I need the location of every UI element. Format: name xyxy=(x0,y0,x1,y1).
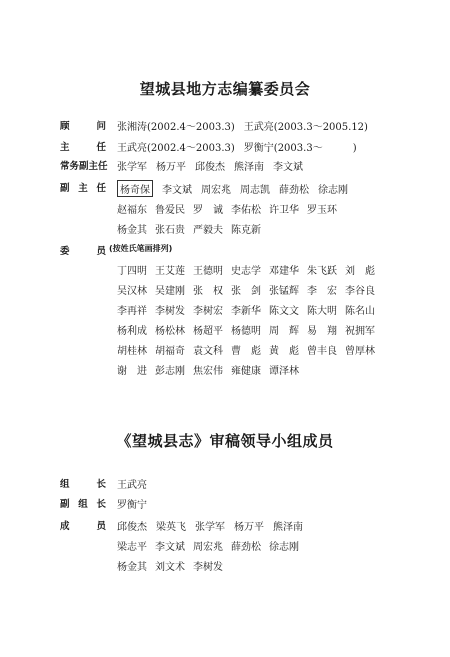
person-name: 杨金其 xyxy=(117,562,147,573)
person-name: 刘 彪 xyxy=(345,266,375,277)
person-name: 杨利成 xyxy=(117,326,147,337)
person-name: 王德明 xyxy=(193,266,223,277)
person-name: 朱飞跃 xyxy=(307,266,337,277)
person-name: 刘文术 xyxy=(155,562,185,573)
standing-vice-role: 常务副主任 xyxy=(60,161,108,172)
group-members-line2 xyxy=(117,538,307,553)
members-line2 xyxy=(117,282,383,297)
person-name: 李文斌 xyxy=(162,185,192,196)
person-name: 陈克新 xyxy=(231,225,261,236)
role-char: 主 xyxy=(60,142,70,153)
person-name: 罗 诚 xyxy=(193,205,223,216)
person-name: 黄 彪 xyxy=(269,346,299,357)
person-name: 李文斌 xyxy=(155,542,185,553)
person-name: 袁文科 xyxy=(193,346,223,357)
members-line3 xyxy=(117,302,383,317)
role-char: 副 xyxy=(60,183,70,194)
person-name: 张锰辉 xyxy=(269,286,299,297)
person-name: 张 权 xyxy=(193,286,223,297)
person-name: 杨超平 xyxy=(193,326,223,337)
committee-title: 望城县地方志编纂委员会 xyxy=(139,80,311,98)
person-name: 徐志刚 xyxy=(318,185,348,196)
role-char: 任 xyxy=(96,183,106,194)
vice-directors-line3 xyxy=(117,221,269,236)
person-name: 焦宏伟 xyxy=(193,366,223,377)
advisors-names xyxy=(117,118,377,133)
leader-role xyxy=(60,476,106,490)
person-name: 史志学 xyxy=(231,266,261,277)
person-name: 李文斌 xyxy=(273,162,303,173)
person-name: 陈大明 xyxy=(307,306,337,317)
vice-directors-line2 xyxy=(117,201,345,216)
person-name: 周宏兆 xyxy=(201,185,231,196)
role-char: 主 xyxy=(78,183,88,194)
advisors-role xyxy=(60,118,106,132)
role-char: 员 xyxy=(96,521,106,532)
person-name: 雍健康 xyxy=(231,366,261,377)
person-name: 李佑松 xyxy=(231,205,261,216)
person-name: 张学军 xyxy=(117,162,147,173)
person-name: 赵福东 xyxy=(117,205,147,216)
person-name: 李树宏 xyxy=(193,306,223,317)
role-char: 长 xyxy=(96,479,106,490)
person-name: 张湘涛(2002.4～2003.3) xyxy=(117,122,235,133)
person-name: 鲁爱民 xyxy=(155,205,185,216)
person-name: 周志凯 xyxy=(240,185,270,196)
person-name: 杨松林 xyxy=(155,326,185,337)
person-name: 罗玉环 xyxy=(307,205,337,216)
person-name: 杨德明 xyxy=(231,326,261,337)
person-name: 祝拥军 xyxy=(345,326,375,337)
person-name: 梁志平 xyxy=(117,542,147,553)
person-name: 胡桂林 xyxy=(117,346,147,357)
person-name: 曾厚林 xyxy=(345,346,375,357)
person-name: 谭泽林 xyxy=(269,366,299,377)
role-char: 组 xyxy=(60,479,70,490)
role-char: 员 xyxy=(96,246,106,257)
person-name: 杨万平 xyxy=(234,522,264,533)
person-name: 熊泽南 xyxy=(234,162,264,173)
person-name: 谢 进 xyxy=(117,366,147,377)
person-name: 张学军 xyxy=(195,522,225,533)
person-name: 陈名山 xyxy=(345,306,375,317)
person-name: 李新华 xyxy=(231,306,261,317)
role-char: 副 xyxy=(60,499,70,510)
person-name: 杨万平 xyxy=(156,162,186,173)
person-name: 薛劲松 xyxy=(279,185,309,196)
person-name: 张 剑 xyxy=(231,286,261,297)
person-name: 杨奇保 xyxy=(117,180,153,197)
person-name: 吴汉林 xyxy=(117,286,147,297)
person-name: 李树发 xyxy=(193,562,223,573)
vice-directors-line1 xyxy=(117,180,357,197)
members-line4 xyxy=(117,322,383,337)
person-name: 吴建刚 xyxy=(155,286,185,297)
vice-leader-role xyxy=(60,496,106,510)
role-char: 问 xyxy=(96,121,106,132)
person-name: 曾丰良 xyxy=(307,346,337,357)
person-name: 梁英飞 xyxy=(156,522,186,533)
person-name: 周 辉 xyxy=(269,326,299,337)
role-char: 成 xyxy=(60,521,70,532)
person-name: 薛劲松 xyxy=(231,542,261,553)
person-name: 王艾莲 xyxy=(155,266,185,277)
leader-names xyxy=(117,476,156,491)
person-name: 李谷良 xyxy=(345,286,375,297)
role-char: 组 xyxy=(78,499,88,510)
person-name: 王武亮(2003.3～2005.12) xyxy=(243,122,368,133)
vice-leader-names xyxy=(117,496,156,511)
person-name: 张石贵 xyxy=(155,225,185,236)
person-name: 严毅夫 xyxy=(193,225,223,236)
person-name: 李树发 xyxy=(155,306,185,317)
person-name: 邱俊杰 xyxy=(117,522,147,533)
person-name: 杨金其 xyxy=(117,225,147,236)
person-name: 易 翔 xyxy=(307,326,337,337)
person-name: 丁四明 xyxy=(117,266,147,277)
person-name: 彭志刚 xyxy=(155,366,185,377)
group-members-line3 xyxy=(117,558,231,573)
person-name: 徐志刚 xyxy=(269,542,299,553)
members-line1 xyxy=(117,262,383,277)
person-name: 罗衡宁 xyxy=(117,500,147,511)
group-members-role xyxy=(60,518,106,532)
directors-role xyxy=(60,139,106,153)
person-name: 王武亮(2002.4～2003.3) xyxy=(117,143,235,154)
person-name: 陈文文 xyxy=(269,306,299,317)
person-name: 李再祥 xyxy=(117,306,147,317)
person-name: 邓建华 xyxy=(269,266,299,277)
person-name: 王武亮 xyxy=(117,480,147,491)
members-note: (按姓氏笔画排列) xyxy=(109,244,173,253)
members-line6 xyxy=(117,362,307,377)
person-name: 周宏兆 xyxy=(193,542,223,553)
role-char: 顾 xyxy=(60,121,70,132)
person-name: 许卫华 xyxy=(269,205,299,216)
role-char: 长 xyxy=(96,499,106,510)
person-name: 李 宏 xyxy=(307,286,337,297)
standing-vice-names xyxy=(117,158,312,173)
members-role xyxy=(60,243,106,257)
directors-names xyxy=(117,139,366,154)
role-char: 委 xyxy=(60,246,70,257)
person-name: 熊泽南 xyxy=(273,522,303,533)
group-members-line1 xyxy=(117,518,312,533)
person-name: 邱俊杰 xyxy=(195,162,225,173)
vice-directors-role xyxy=(60,180,106,194)
group-title: 《望城县志》审稿领导小组成员 xyxy=(116,432,334,450)
person-name: 胡福奇 xyxy=(155,346,185,357)
person-name: 罗衡宁(2003.3～ ) xyxy=(243,143,357,154)
members-line5 xyxy=(117,342,383,357)
role-char: 任 xyxy=(96,142,106,153)
person-name: 曹 彪 xyxy=(231,346,261,357)
